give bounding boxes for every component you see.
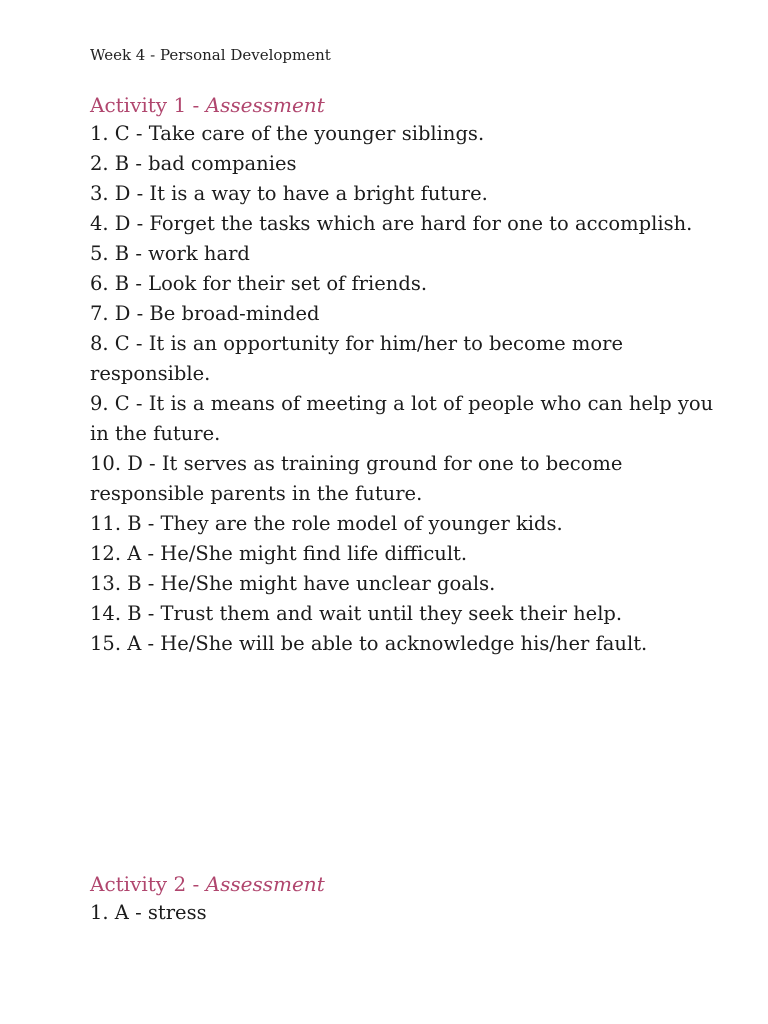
activity-1-heading (90, 91, 730, 119)
answer-item: 15. A - He/She will be able to acknowledge his/her fault. (90, 632, 648, 655)
page-header: Week 4 - Personal Development (90, 46, 331, 64)
answer-item: 8. C - It is an opportunity for him/her to become more responsible. (90, 332, 624, 385)
activity-2-subtitle: Assessment (205, 872, 325, 896)
activity-1-label: Activity 1 - (90, 93, 206, 117)
activity-2-heading (90, 870, 730, 898)
answer-item: 2. B - bad companies (90, 152, 297, 175)
answer-item: 5. B - work hard (90, 242, 250, 265)
answer-item: 13. B - He/She might have unclear goals. (90, 572, 496, 595)
answer-item: 4. D - Forget the tasks which are hard for one to accomplish. (90, 212, 693, 235)
activity-2-label: Activity 2 - (90, 872, 206, 896)
answer-item: 14. B - Trust them and wait until they seek their help. (90, 602, 623, 625)
answer-item: 12. A - He/She might find life difficult. (90, 542, 468, 565)
answer-item: 7. D - Be broad-minded (90, 302, 320, 325)
answer-item: 10. D - It serves as training ground for one to become responsible parents in the future. (90, 452, 623, 505)
answer-item: 9. C - It is a means of meeting a lot of people who can help you in the future. (90, 392, 714, 445)
activity-1-section (90, 91, 730, 659)
answer-item: 1. A - stress (90, 901, 207, 924)
activity-1-subtitle: Assessment (205, 93, 325, 117)
activity-2-answer-list (90, 898, 730, 928)
answer-item: 3. D - It is a way to have a bright future. (90, 182, 488, 205)
answer-item: 11. B - They are the role model of younger kids. (90, 512, 563, 535)
answer-item: 1. C - Take care of the younger siblings. (90, 122, 485, 145)
activity-1-answer-list (90, 119, 730, 659)
answer-item: 6. B - Look for their set of friends. (90, 272, 428, 295)
activity-2-section (90, 870, 730, 928)
